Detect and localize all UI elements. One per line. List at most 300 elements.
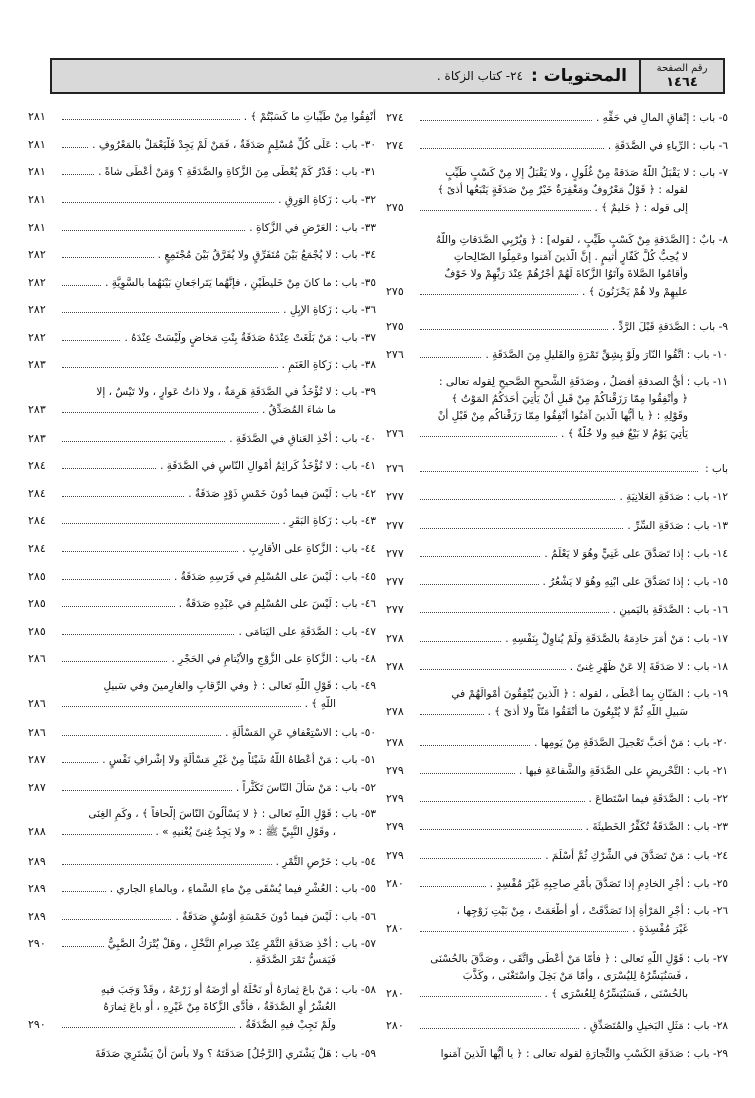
page-ref: ٢٨٢ — [28, 303, 46, 316]
toc-entry-continuation — [386, 199, 728, 216]
toc-entry-line — [386, 488, 728, 505]
toc-entry[interactable] — [28, 301, 376, 318]
chapter-number: ٤٠- باب : — [334, 433, 376, 445]
chapter-number: ٣٦- باب : — [334, 304, 376, 316]
toc-entry[interactable] — [386, 318, 728, 335]
dot-leader — [420, 284, 578, 295]
chapter-number: ٢٥- باب : — [686, 878, 728, 890]
dot-leader — [62, 431, 225, 442]
toc-entry[interactable] — [28, 540, 376, 557]
toc-entry[interactable] — [28, 246, 376, 263]
chapter-number: ٤٤- باب : — [334, 543, 376, 555]
chapter-title: الصَّدَقَةِ فيما اسْتَطاعَ . — [588, 793, 684, 805]
toc-entry[interactable] — [28, 219, 376, 236]
dot-leader — [62, 696, 301, 707]
chapter-title: الصَّدَقَةِ على اليَتامَى . — [238, 626, 332, 638]
toc-entry-continuation — [386, 968, 728, 985]
chapter-title: أخْذِ صَدَقَةِ التَّمْرِ عِنْدَ صِرامِ النَّخْلِ ، وهَلْ يُتْرَكُ الصَّبِيُّ — [107, 938, 332, 950]
dot-leader — [420, 848, 541, 859]
toc-entry-line — [386, 1017, 728, 1034]
page-ref: ٢٧٩ — [386, 849, 404, 862]
page-ref: ٢٨٤ — [28, 514, 46, 527]
chapter-title: لَيْسَ على المُسْلِمِ في فَرَسِهِ صَدَقَةٌ . — [173, 571, 332, 583]
toc-entry[interactable] — [28, 779, 376, 796]
chapter-title: لقوله : ﴿ قَوْلٌ مَعْرُوفٌ ومَغْفِرَةٌ خَيْرٌ مِنْ صَدَقَةٍ يَتْبَعُها أذىً ﴾ — [437, 184, 688, 196]
chapter-title: إلى قوله : ﴿ حَليمٌ ﴾ . — [594, 202, 688, 214]
chapter-number: ١٥- باب : — [686, 576, 728, 588]
page-ref: ٢٨١ — [28, 110, 46, 123]
toc-entry[interactable] — [28, 163, 376, 180]
page-ref: ٢٨٩ — [28, 910, 46, 923]
dot-leader — [62, 1017, 235, 1028]
chapter-title: لَيْسَ فيما دُونَ خَمْسَةِ أوْسُقٍ صَدَقَةٌ . — [175, 911, 332, 923]
chapter-title: لَيْسَ على المُسْلِمِ في عَبْدِهِ صَدَقَةٌ . — [178, 598, 332, 610]
toc-entry-line — [28, 779, 376, 796]
left-column-toc — [28, 104, 376, 1094]
dot-leader — [62, 109, 240, 120]
page-ref: ٢٧٦ — [386, 348, 404, 361]
dot-leader — [420, 763, 515, 774]
toc-entry-line — [28, 935, 376, 952]
toc-entry-line — [28, 982, 376, 999]
toc-entry-line — [28, 1046, 376, 1063]
dot-leader — [62, 220, 245, 231]
toc-entry-line — [28, 724, 376, 741]
chapter-number: ١٤- باب : — [686, 548, 728, 560]
toc-entry-line — [28, 274, 376, 291]
page-ref: ٢٧٨ — [386, 632, 404, 645]
chapter-title: خَرْصِ التَّمْرِ . — [275, 856, 332, 868]
page-ref: ٢٧٥ — [386, 285, 404, 298]
page-ref: ٢٧٧ — [386, 547, 404, 560]
toc-entry-line — [386, 165, 728, 182]
toc-entry-continuation — [386, 182, 728, 199]
toc-entry[interactable] — [386, 460, 728, 477]
toc-entry[interactable] — [28, 191, 376, 208]
toc-entry-continuation — [386, 703, 728, 720]
page-number: ١٤٦٤ — [666, 74, 698, 90]
toc-entry[interactable] — [386, 109, 728, 126]
page-ref: ٢٧٥ — [386, 201, 404, 214]
chapter-title: ما شاءَ المُصَدِّقُ . — [261, 404, 336, 416]
dot-leader — [62, 164, 94, 175]
page-ref: ٢٧٩ — [386, 820, 404, 833]
page-ref: ٢٨٥ — [28, 625, 46, 638]
page-ref: ٢٨٤ — [28, 487, 46, 500]
dot-leader — [62, 275, 101, 286]
chapter-number: ٢٠- باب : — [686, 737, 728, 749]
toc-entry-continuation — [28, 823, 376, 840]
chapter-number: ٢٢- باب : — [686, 793, 728, 805]
toc-entry[interactable] — [386, 573, 728, 590]
dot-leader — [420, 546, 540, 557]
toc-entry-line — [386, 686, 728, 703]
chapter-number: ٣٤- باب : — [334, 249, 376, 261]
page-ref: ٢٨٠ — [386, 877, 404, 890]
chapter-number: ٥٧- باب : — [334, 938, 376, 950]
chapter-title: هَلْ يَشْتَري [الرَّجُلُ] صَدَقَتَهُ ؟ ولا بأسَ أنْ يَشْتَرِيَ صَدَقَةَ — [95, 1048, 332, 1060]
toc-entry[interactable] — [386, 818, 728, 835]
toc-entry[interactable] — [386, 165, 728, 216]
page-ref: ٢٧٩ — [386, 792, 404, 805]
toc-entry[interactable] — [28, 384, 376, 418]
contents-title: المحتويات : — [530, 66, 627, 86]
page-ref: ٢٨١ — [28, 193, 46, 206]
toc-entry-continuation — [386, 985, 728, 1002]
dot-leader — [420, 631, 501, 642]
chapter-title: لا تُؤْخَذُ في الصَّدَقَةِ هَرِمَةٌ ، ولا ذاتُ عَوارٍ ، ولا تَيْسٌ ، إلا — [96, 386, 332, 398]
chapter-title: الاسْتِعْفافِ عَنِ المَسْألَةِ . — [225, 727, 332, 739]
toc-entry-line — [28, 678, 376, 695]
toc-entry[interactable] — [386, 601, 728, 618]
chapter-title: إذا تَصَدَّقَ على غَنِيٍّ وهُوَ لا يَعْلَمُ . — [544, 548, 684, 560]
chapter-number: ٤٨- باب : — [334, 653, 376, 665]
toc-entry-line — [386, 374, 728, 391]
dot-leader — [420, 735, 530, 746]
chapter-number: ٥٦- باب : — [334, 911, 376, 923]
chapter-number: ٢٨- باب : — [686, 1020, 728, 1032]
chapter-title: قَوْلِ اللّهِ تَعالى : ﴿ فأمّا مَنْ أعْطَى واتَّقَى ، وصَدَّقَ بالحُسْنَى — [430, 953, 684, 965]
toc-entry[interactable] — [28, 136, 376, 153]
toc-entry-line — [386, 232, 728, 249]
chapter-title: لا يُجْمَعُ بَيْنَ مُتَفَرِّقٍ ولا يُفَرَّقُ بَيْنَ مُجْتَمِعٍ . — [157, 249, 332, 261]
toc-entry[interactable] — [28, 806, 376, 840]
chapter-title: مَنْ تَصَدَّقَ في الشِّرْكِ ثُمَّ أسْلَمَ . — [545, 850, 684, 862]
toc-entry[interactable] — [386, 951, 728, 1002]
page-ref: ٢٧٤ — [386, 139, 404, 152]
toc-entry-continuation — [386, 266, 728, 283]
toc-entry-continuation — [28, 1016, 376, 1033]
toc-entry-line — [28, 136, 376, 153]
page-ref: ٢٨٣ — [28, 403, 46, 416]
page-ref: ٢٨٦ — [28, 697, 46, 710]
toc-entry[interactable] — [28, 568, 376, 585]
toc-entry[interactable] — [28, 595, 376, 612]
toc-entry[interactable] — [386, 137, 728, 154]
toc-entry-line — [28, 880, 376, 897]
chapter-title: الزَّكاةِ على الزَّوْجِ والأيْتامِ في الحَجْرِ . — [171, 653, 332, 665]
toc-entry[interactable] — [28, 650, 376, 667]
toc-entry-line — [386, 346, 728, 363]
toc-entry-line — [386, 790, 728, 807]
chapter-title: قَوْلِ اللّهِ تَعالى : ﴿ لا يَسْألُونَ النّاسَ إلْحافاً ﴾ ، وكَمِ الغِنَى — [88, 808, 332, 820]
toc-entry-line — [386, 734, 728, 751]
dot-leader — [62, 402, 258, 413]
chapter-title: فَيَمَسُّ تَمْرَ الصَّدَقَةِ . — [248, 954, 336, 966]
dot-leader — [420, 1018, 579, 1029]
dot-leader — [420, 319, 608, 330]
dot-leader — [420, 819, 582, 830]
toc-entry-line — [386, 545, 728, 562]
dot-leader — [62, 651, 167, 662]
chapter-title: مَثَلِ البَخيلِ والمُتَصَدِّقِ . — [583, 1020, 684, 1032]
toc-entry[interactable] — [28, 1046, 376, 1063]
toc-entry[interactable] — [386, 488, 728, 505]
page-ref: ٢٧٤ — [386, 111, 404, 124]
toc-entry[interactable] — [386, 545, 728, 562]
toc-entry[interactable] — [386, 903, 728, 937]
page-ref: ٢٧٥ — [386, 320, 404, 333]
chapter-number: ٢٧- باب : — [686, 953, 728, 965]
chapter-title: يَأتِيَ يَوْمٌ لا بَيْعٌ فيهِ ولا خُلَّةٌ ﴾ . — [561, 428, 688, 440]
chapter-title: زَكاةِ الغَنَمِ . — [281, 359, 332, 371]
dot-leader — [62, 780, 232, 791]
chapter-number: ٥٢- باب : — [334, 782, 376, 794]
toc-entry-continuation — [386, 391, 728, 408]
toc-entry-line — [386, 137, 728, 154]
chapter-title: لا يُحِبُّ كُلَّ كَفّارٍ أثيمٍ . إنَّ الّذينَ آمَنوا وعَمِلُوا الصّالِحاتِ — [453, 251, 688, 263]
toc-entry-line — [386, 318, 728, 335]
page-ref: ٢٧٩ — [386, 764, 404, 777]
toc-entry-line — [28, 650, 376, 667]
chapter-title: عليهِمْ ولا هُمْ يَحْزَنُونَ ﴾ . — [581, 286, 688, 298]
chapter-title: الزَّكاةِ على الأقارِبِ . — [242, 543, 332, 555]
page-ref: ٢٨٧ — [28, 781, 46, 794]
dot-leader — [420, 110, 592, 121]
toc-entry-line — [28, 163, 376, 180]
chapter-number: ٣٨- باب : — [334, 359, 376, 371]
dot-leader — [420, 138, 604, 149]
chapter-number: ٨- بابٌ : — [692, 234, 728, 246]
page-ref: ٢٨٢ — [28, 276, 46, 289]
toc-entry[interactable] — [386, 790, 728, 807]
chapter-title: سَبيلِ اللّهِ ثُمَّ لا يُتْبِعُونَ ما أنْفَقُوا مَنّاً ولا أذىً ﴾ . — [487, 706, 688, 718]
chapter-title: غَيْرَ مُفْسِدَةٍ . — [632, 923, 688, 935]
chapter-number: ٥٣- باب : — [334, 808, 376, 820]
toc-entry[interactable] — [28, 329, 376, 346]
page-ref: ٢٨٥ — [28, 570, 46, 583]
chapter-number: ٦- باب : — [692, 140, 728, 152]
page-ref: ٢٨١ — [28, 138, 46, 151]
page-ref: ٢٧٨ — [386, 660, 404, 673]
toc-entry-line — [386, 601, 728, 618]
toc-entry[interactable] — [28, 908, 376, 925]
chapter-number: ١٢- باب : — [686, 491, 728, 503]
dot-leader — [420, 704, 484, 715]
page-ref: ٢٨٧ — [28, 753, 46, 766]
page-ref: ٢٨٢ — [28, 248, 46, 261]
chapter-number: ١٧- باب : — [686, 633, 728, 645]
page-ref: ٢٧٧ — [386, 575, 404, 588]
chapter-number: ٢٦- باب : — [686, 905, 728, 917]
toc-entry[interactable] — [28, 678, 376, 712]
page-ref: ٢٧٨ — [386, 705, 404, 718]
toc-entry-line — [28, 219, 376, 236]
chapter-number: ٤١- باب : — [334, 460, 376, 472]
dot-leader — [420, 489, 615, 500]
toc-entry-continuation — [28, 952, 376, 969]
chapter-title: ٢٤- كتاب الزكاة . — [436, 69, 523, 83]
toc-entry[interactable] — [386, 517, 728, 534]
toc-entry-line — [28, 356, 376, 373]
page-ref: ٢٨١ — [28, 221, 46, 234]
page-ref: ٢٧٨ — [386, 736, 404, 749]
chapter-title: مَنْ سَألَ النّاسَ تَكَثُّراً . — [235, 782, 332, 794]
page-ref: ٢٨٣ — [28, 358, 46, 371]
toc-entry[interactable] — [386, 875, 728, 892]
chapter-title: ما كانَ مِنْ خَليطَيْنِ ، فإنَّهُما يَتَراجَعانِ بَيْنَهُما بالسَّوِيَّةِ . — [105, 277, 332, 289]
toc-entry[interactable] — [28, 880, 376, 897]
dot-leader — [62, 624, 234, 635]
chapter-number: ٤٧- باب : — [334, 626, 376, 638]
page-ref: ٢٨٠ — [386, 922, 404, 935]
toc-entry-line — [28, 512, 376, 529]
dot-leader — [62, 824, 152, 835]
toc-entry-continuation — [386, 425, 728, 442]
chapter-number: ٢١- باب : — [686, 765, 728, 777]
toc-entry-continuation — [386, 283, 728, 300]
chapter-title: الصَّدَقةِ قَبْلَ الرَّدِّ . — [611, 321, 690, 333]
page-ref: ٢٨٣ — [28, 432, 46, 445]
toc-entry[interactable] — [28, 623, 376, 640]
chapter-title: مَنْ أعْطاهُ اللّهُ شَيْئاً مِنْ غَيْرِ مَسْألَةٍ ولا إشْرافِ نَفْسٍ . — [102, 754, 332, 766]
toc-entry[interactable] — [386, 232, 728, 300]
dot-leader — [420, 602, 609, 613]
dot-leader — [62, 357, 278, 368]
dot-leader — [420, 659, 566, 670]
toc-entry[interactable] — [386, 686, 728, 720]
toc-entry[interactable] — [386, 762, 728, 779]
chapter-number: باب : — [705, 463, 728, 475]
toc-entry[interactable] — [28, 853, 376, 870]
dot-leader — [62, 596, 175, 607]
page-ref: ٢٨٦ — [28, 652, 46, 665]
toc-entry[interactable] — [28, 751, 376, 768]
chapter-number: ٤٦- باب : — [334, 598, 376, 610]
chapter-title: العُشْرُ أوِ الصَّدَقَةُ ، فأدَّى الزَّكاةَ مِنْ غَيْرِهِ ، أو باعَ ثِمارَهُ — [103, 1001, 336, 1013]
chapter-title: إنْفاقِ المالِ في حَقِّهِ . — [595, 112, 690, 124]
toc-entry[interactable] — [386, 1017, 728, 1034]
toc-entry-line — [28, 246, 376, 263]
chapter-title: ، فَسَنُيَسِّرُهُ لِليُسْرَى ، وأمّا مَنْ بَخِلَ واسْتَغْنَى ، وكَذَّبَ — [462, 970, 688, 982]
chapter-title: مَنْ باعَ ثِمارَهُ أو نَخْلَهُ أو أرْضَهُ أو زَرْعَهُ ، وقَدْ وَجَبَ فيهِ — [100, 984, 332, 996]
chapter-number: ٥٤- باب : — [334, 856, 376, 868]
chapter-number: ٣٥- باب : — [334, 277, 376, 289]
chapter-title: أخْذِ العَناقِ في الصَّدَقَةِ . — [229, 433, 332, 445]
chapter-number: ١١- باب : — [686, 376, 728, 388]
page-ref: ٢٨٩ — [28, 855, 46, 868]
toc-entry[interactable] — [386, 658, 728, 675]
toc-entry-line — [28, 191, 376, 208]
toc-entry-line — [386, 818, 728, 835]
chapter-title: صَدَقَةِ العَلانِيَةِ . — [619, 491, 684, 503]
chapter-title: الصَّدَقَةِ باليَمينِ . — [612, 604, 684, 616]
chapter-title: صَدَقَةِ الكَسْبِ والتِّجارَةِ لقوله تعالى : ﴿ يا أيُّها الّذينَ آمَنوا — [440, 1048, 684, 1060]
page-ref: ٢٨٦ — [28, 726, 46, 739]
toc-entry-line — [28, 108, 376, 125]
page-ref: ٢٧٧ — [386, 603, 404, 616]
page-header — [50, 58, 725, 94]
page-ref: ٢٨٤ — [28, 459, 46, 472]
chapter-number: ٣٩- باب : — [334, 386, 376, 398]
chapter-title: اللّهِ ﴾ . — [304, 698, 336, 710]
dot-leader — [420, 986, 541, 997]
toc-entry[interactable] — [28, 512, 376, 529]
chapter-number: ٥٥- باب : — [334, 883, 376, 895]
chapter-number: ٢٤- باب : — [686, 850, 728, 862]
toc-entry[interactable] — [386, 734, 728, 751]
toc-entry-line — [386, 517, 728, 534]
chapter-title: ولَمْ تَجِبْ فيهِ الصَّدَقَةُ . — [238, 1019, 336, 1031]
chapter-number: ١٠- باب : — [686, 349, 728, 361]
toc-entry-continuation — [386, 408, 728, 425]
toc-entry[interactable] — [28, 724, 376, 741]
dot-leader — [62, 909, 171, 920]
toc-entry[interactable] — [386, 1046, 728, 1063]
dot-leader — [420, 876, 486, 887]
chapter-number: ٥٠- باب : — [334, 727, 376, 739]
toc-entry-line — [28, 623, 376, 640]
dot-leader — [420, 791, 585, 802]
chapter-title: وقَوْلِهِ : ﴿ يا أيُّها الّذينَ آمَنُوا أنْفِقُوا مِمّا رَزَقْناكُم مِنْ قَبْلِ أنْ — [437, 410, 688, 422]
dot-leader — [62, 881, 106, 892]
chapter-number: ٣١- باب : — [334, 166, 376, 178]
toc-entry-line — [386, 460, 728, 477]
toc-entry-line — [386, 658, 728, 675]
toc-entry-line — [28, 595, 376, 612]
toc-entry-line — [386, 109, 728, 126]
toc-entry-line — [28, 908, 376, 925]
toc-entry[interactable] — [386, 346, 728, 363]
toc-entry[interactable] — [386, 630, 728, 647]
chapter-title: العَرْضِ في الزَّكاةِ . — [249, 222, 332, 234]
chapter-number: ٥١- باب : — [334, 754, 376, 766]
toc-entry[interactable] — [386, 847, 728, 864]
toc-entry-continuation — [28, 695, 376, 712]
toc-entry-line — [28, 853, 376, 870]
dot-leader — [420, 461, 698, 472]
toc-entry[interactable] — [28, 274, 376, 291]
chapter-title: لا يَقْبَلُ اللّهُ صَدَقةً مِنْ غُلُولٍ ، ولا يَقْبَلُ إلا مِنْ كَسْبٍ طَيِّبٍ — [445, 167, 690, 179]
page-ref: ٢٧٧ — [386, 519, 404, 532]
chapter-title: الرِّياءِ في الصَّدَقَةِ . — [607, 140, 690, 152]
page-ref: ٢٨٨ — [28, 825, 46, 838]
dot-leader — [62, 541, 238, 552]
page-number-box — [639, 60, 723, 92]
chapter-number: ٤٣- باب : — [334, 515, 376, 527]
page-ref: ٢٨٢ — [28, 331, 46, 344]
page-ref: ٢٨٠ — [386, 1019, 404, 1032]
toc-entry[interactable] — [28, 935, 376, 969]
dot-leader — [420, 426, 557, 437]
toc-entry[interactable] — [386, 374, 728, 442]
page-ref: ٢٨٠ — [386, 987, 404, 1000]
toc-entry-line — [28, 384, 376, 401]
chapter-title: صَدَقَةِ السِّرِّ . — [627, 520, 684, 532]
dot-leader — [420, 574, 539, 585]
toc-entry[interactable] — [28, 457, 376, 474]
chapter-title: زَكاةِ البَقَرِ . — [282, 515, 332, 527]
toc-entry[interactable] — [28, 108, 376, 125]
toc-entry-line — [386, 762, 728, 779]
dot-leader — [62, 137, 88, 148]
dot-leader — [62, 486, 184, 497]
chapter-title: لا صَدَقَةَ إلا عَنْ ظَهْرِ غِنىً . — [569, 661, 684, 673]
toc-entry[interactable] — [28, 430, 376, 447]
chapter-number: ٧- باب : — [692, 167, 728, 179]
dot-leader — [62, 458, 156, 469]
chapter-title: لَيْسَ فيما دُونَ خَمْسِ ذَوْدٍ صَدَقَةٌ . — [188, 488, 332, 500]
toc-entry[interactable] — [28, 485, 376, 502]
toc-entry[interactable] — [28, 982, 376, 1033]
toc-entry[interactable] — [28, 356, 376, 373]
page-ref: ٢٧٧ — [386, 490, 404, 503]
toc-entry-line — [28, 457, 376, 474]
dot-leader — [62, 330, 120, 341]
chapter-number: ٣٧- باب : — [334, 332, 376, 344]
chapter-title: ، وقَوْلِ النَّبِيِّ ﷺ : « ولا يَجِدُ غِنىً يُغْنيهِ » . — [155, 826, 336, 838]
dot-leader — [420, 518, 623, 529]
